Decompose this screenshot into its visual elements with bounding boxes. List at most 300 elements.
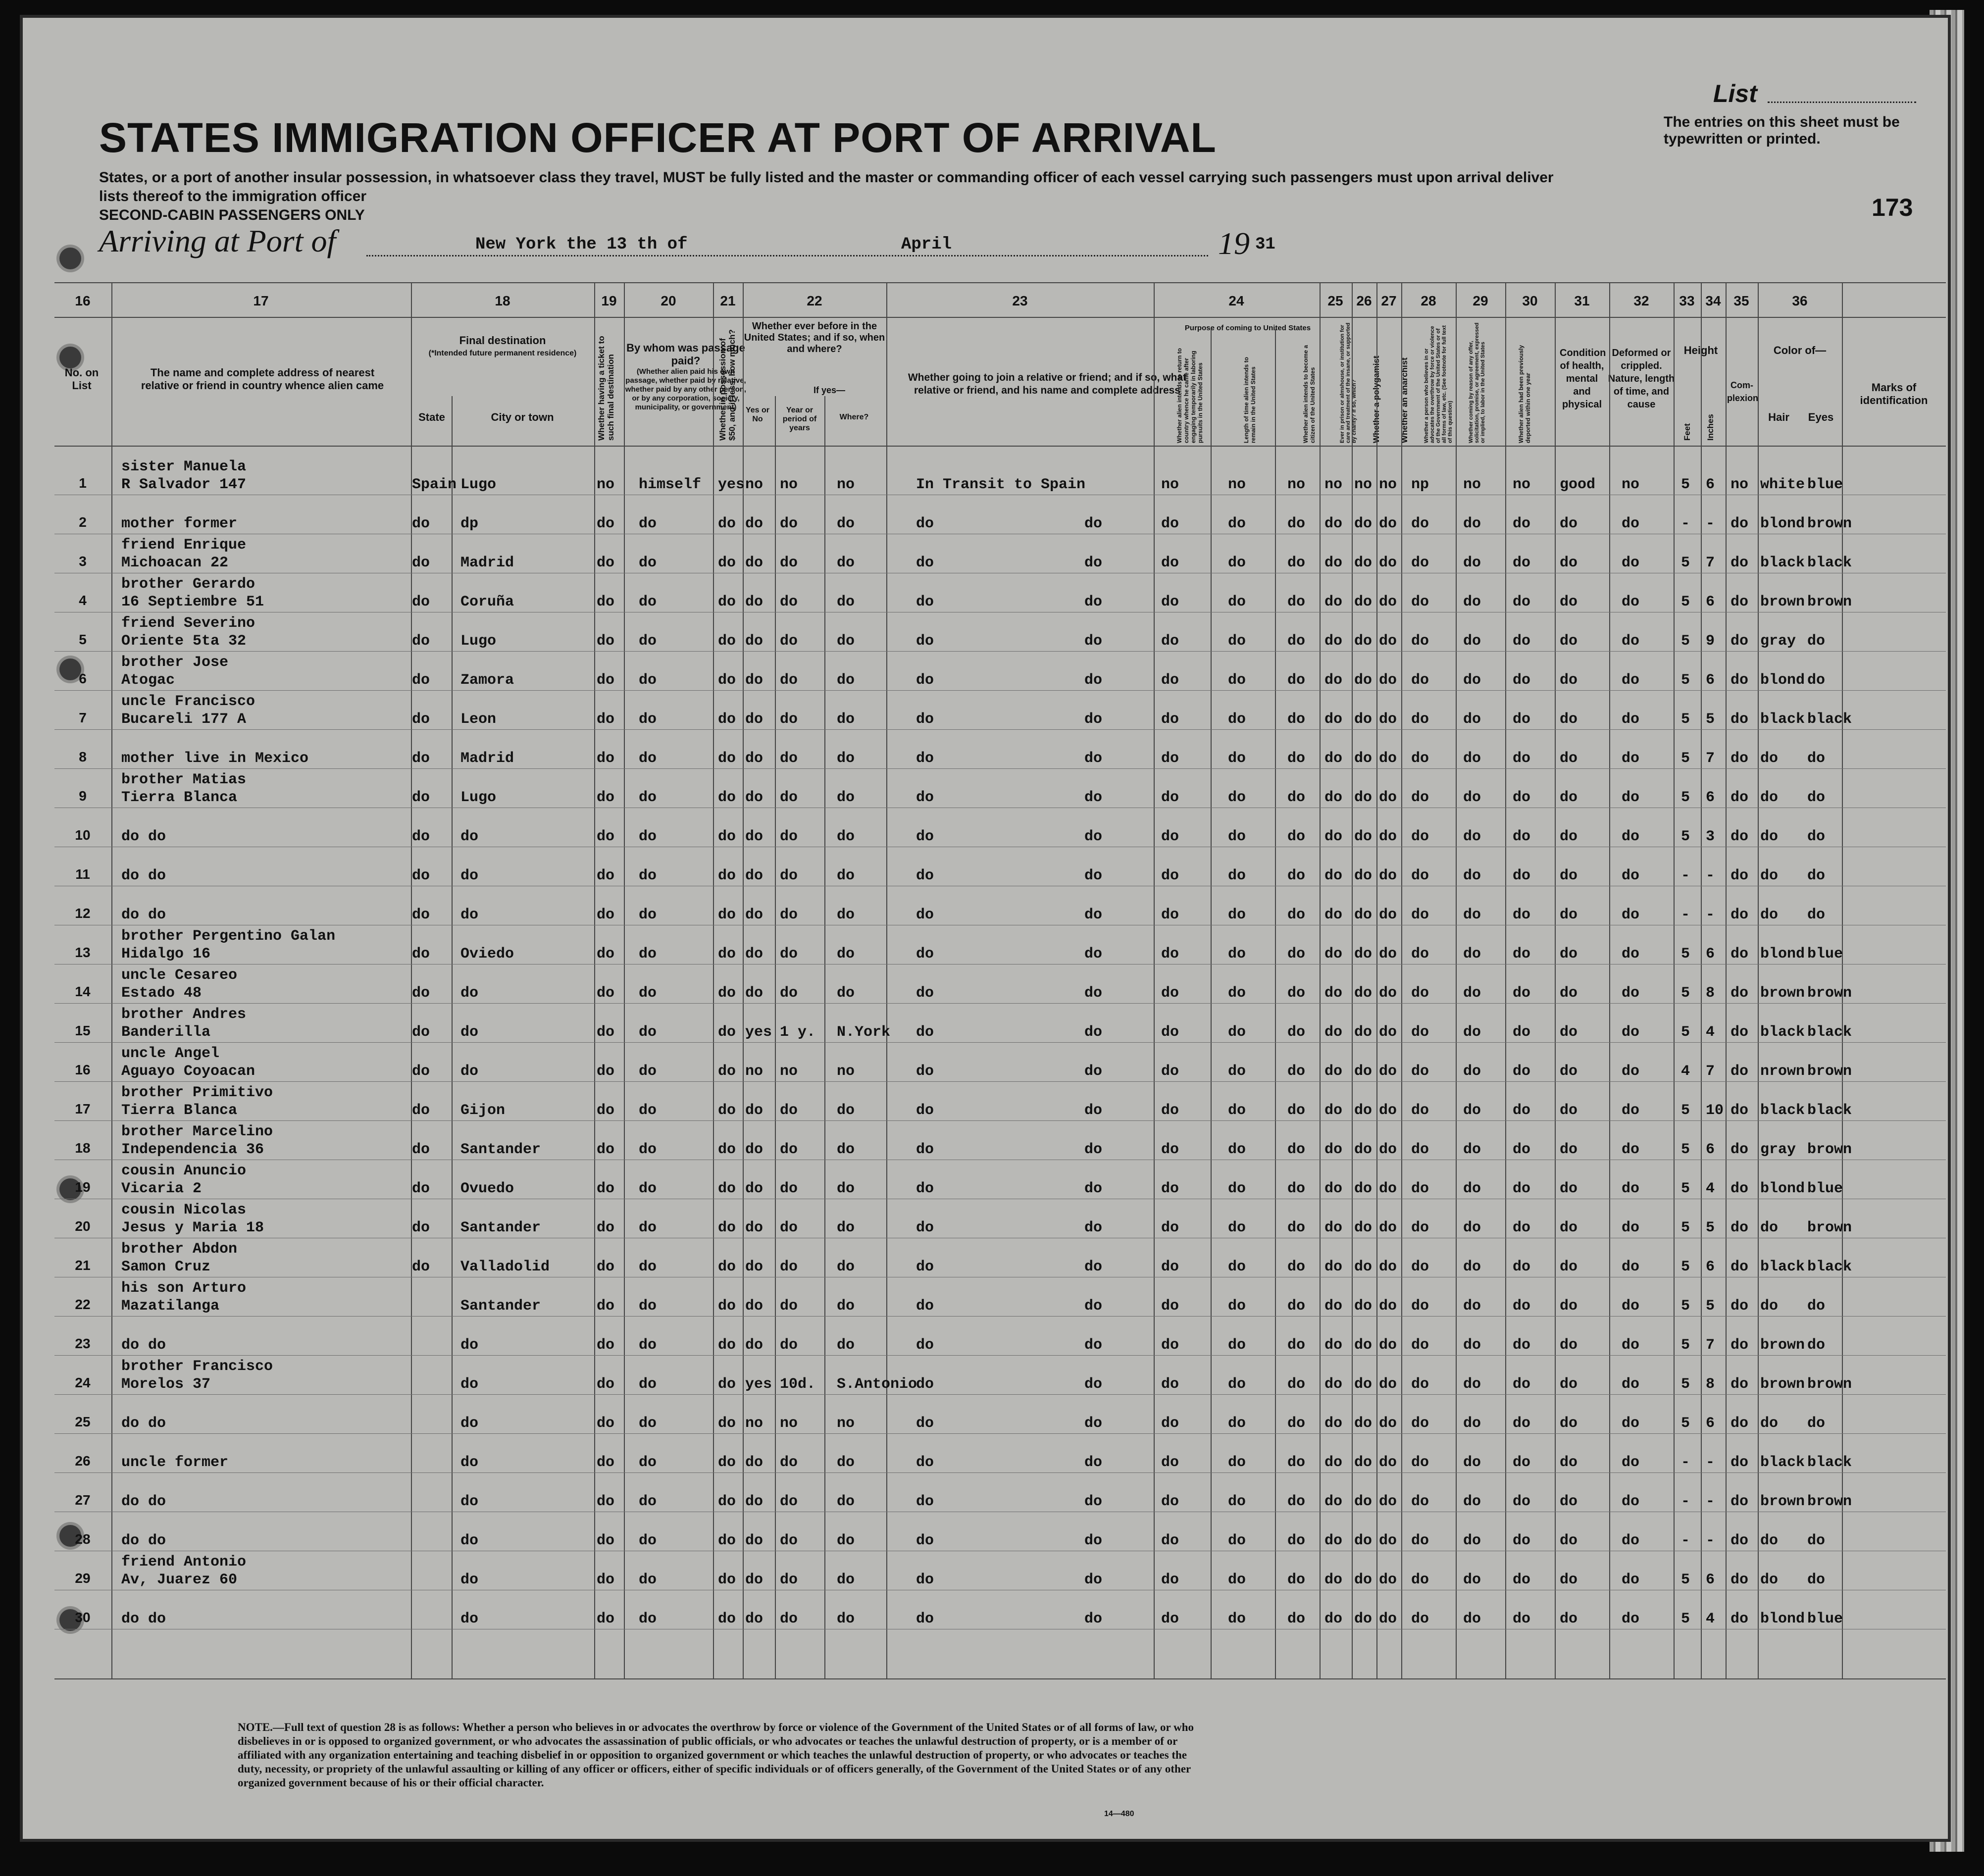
row-divider	[54, 1472, 1946, 1473]
answer-cell-c25: do	[1324, 1376, 1343, 1393]
answer-cell-c28: do	[1411, 750, 1429, 767]
height-feet-cell: 5	[1681, 594, 1690, 610]
answer-cell-c26: do	[1354, 1337, 1373, 1354]
passage-paid-cell: do	[639, 907, 657, 923]
hair-color-cell: black	[1760, 555, 1805, 571]
ever-before-cell: do	[745, 1611, 763, 1627]
complexion-cell: do	[1730, 1572, 1749, 1588]
year-period-cell: no	[780, 1415, 798, 1432]
row-number: 10	[75, 827, 91, 843]
relative-name: brother Francisco	[121, 1358, 273, 1375]
answer-cell-c25: do	[1324, 633, 1343, 650]
destination-city: Lugo	[460, 633, 497, 650]
height-inches-cell: 7	[1706, 1337, 1715, 1354]
relative-name: friend Enrique	[121, 537, 247, 554]
destination-state: do	[412, 946, 430, 963]
where-cell: do	[837, 672, 855, 689]
answer-cell-p1: do	[1161, 1415, 1179, 1432]
where-cell: no	[837, 1063, 855, 1080]
deformed-cell: do	[1622, 515, 1640, 532]
answer-cell-c29: do	[1463, 1532, 1481, 1549]
year-period-cell: do	[780, 1259, 798, 1275]
answer-cell-c28: do	[1411, 1102, 1429, 1119]
deformed-cell: do	[1622, 789, 1640, 806]
answer-cell-p1: do	[1161, 1532, 1179, 1549]
answer-cell-c27: do	[1379, 985, 1397, 1002]
ticket-cell: do	[597, 594, 615, 610]
column-divider	[1154, 282, 1155, 1678]
height-feet-cell: 5	[1681, 633, 1690, 650]
answer-cell-p2: do	[1228, 515, 1246, 532]
destination-city: Santander	[460, 1141, 541, 1158]
answer-cell-c29: do	[1463, 1063, 1481, 1080]
ever-before-cell: do	[745, 594, 763, 610]
row-divider	[54, 729, 1946, 730]
answer-cell-p3: do	[1287, 672, 1306, 689]
punch-hole	[59, 248, 81, 269]
year-period-cell: do	[780, 1611, 798, 1627]
health-cell: do	[1560, 1259, 1578, 1275]
joining-cell: do	[916, 633, 934, 650]
answer-cell-c26: do	[1354, 1532, 1373, 1549]
answer-cell-c28: do	[1411, 1219, 1429, 1236]
complexion-cell: do	[1730, 1141, 1749, 1158]
answer-cell-c30: do	[1513, 1493, 1531, 1510]
answer-cell-c30: do	[1513, 515, 1531, 532]
answer-cell-c30: do	[1513, 633, 1531, 650]
header-color-of: Color of—	[1773, 344, 1827, 356]
complexion-cell: do	[1730, 1415, 1749, 1432]
deformed-cell: no	[1622, 476, 1640, 493]
height-inches-cell: 10	[1706, 1102, 1724, 1119]
ticket-cell: do	[597, 1259, 615, 1275]
ticket-cell: do	[597, 672, 615, 689]
relative-name: friend Severino	[121, 615, 255, 632]
answer-cell-c26: do	[1354, 515, 1373, 532]
complexion-cell: do	[1730, 750, 1749, 767]
height-inches-cell: 5	[1706, 711, 1715, 728]
health-cell: do	[1560, 672, 1578, 689]
answer-cell-p3: do	[1287, 1180, 1306, 1197]
answer-cell-c26: do	[1354, 985, 1373, 1002]
answer-cell-p3: do	[1287, 1337, 1306, 1354]
answer-cell-c30: do	[1513, 867, 1531, 884]
deformed-cell: do	[1622, 828, 1640, 845]
possession-50-cell: do	[718, 1180, 736, 1197]
header-deformed: Deformed or crippled. Nature, length of time, and cause	[1608, 348, 1675, 410]
year-period-cell: do	[780, 555, 798, 571]
answer-cell-c25: do	[1324, 1337, 1343, 1354]
row-number: 25	[75, 1414, 91, 1429]
answer-cell-c25: do	[1324, 750, 1343, 767]
health-cell: do	[1560, 907, 1578, 923]
joining-cell: do	[916, 1415, 934, 1432]
answer-cell-c25: do	[1324, 1493, 1343, 1510]
hair-color-cell: black	[1760, 711, 1805, 728]
answer-cell-c29: do	[1463, 828, 1481, 845]
eye-color-cell: blue	[1807, 1611, 1843, 1627]
year-prefix: 19	[1218, 226, 1250, 261]
answer-cell-p3: do	[1287, 1572, 1306, 1588]
answer-cell-c30: do	[1513, 1219, 1531, 1236]
answer-cell-c27: do	[1379, 1376, 1397, 1393]
hair-color-cell: do	[1760, 1532, 1779, 1549]
arriving-line	[366, 255, 1208, 256]
header-inches: Inches	[1706, 414, 1715, 441]
passage-paid-cell: do	[639, 789, 657, 806]
relative-address: do do	[121, 1493, 166, 1510]
joining-cell: do	[916, 1219, 934, 1236]
hair-color-cell: black	[1760, 1102, 1805, 1119]
header-yes-or-no: Yes or No	[745, 406, 770, 423]
row-divider	[54, 1081, 1946, 1082]
destination-city: do	[460, 1376, 479, 1393]
sub-column-divider	[452, 396, 453, 1678]
joining-cell-2: do	[1084, 1180, 1103, 1197]
entries-note: The entries on this sheet must be typewritten or printed.	[1664, 114, 1900, 147]
answer-cell-p2: do	[1228, 750, 1246, 767]
hair-color-cell: white	[1760, 476, 1805, 493]
joining-cell-2: do	[1084, 1102, 1103, 1119]
complexion-cell: do	[1730, 1024, 1749, 1041]
height-inches-cell: 7	[1706, 1063, 1715, 1080]
where-cell: no	[837, 476, 855, 493]
row-number: 12	[75, 906, 91, 921]
column-number: 30	[1522, 293, 1538, 308]
answer-cell-c25: do	[1324, 1102, 1343, 1119]
relative-name: brother Marcelino	[121, 1123, 273, 1140]
column-number: 29	[1473, 293, 1488, 308]
answer-cell-p2: do	[1228, 1532, 1246, 1549]
answer-cell-c27: do	[1379, 1298, 1397, 1315]
where-cell: do	[837, 1572, 855, 1588]
complexion-cell: do	[1730, 867, 1749, 884]
deformed-cell: do	[1622, 1532, 1640, 1549]
destination-city: Ovuedo	[460, 1180, 514, 1197]
header-state: State	[418, 411, 445, 423]
ever-before-cell: do	[745, 867, 763, 884]
answer-cell-p3: do	[1287, 1063, 1306, 1080]
column-divider	[1609, 282, 1610, 1678]
answer-cell-p2: do	[1228, 555, 1246, 571]
row-number: 2	[79, 514, 87, 530]
column-number: 22	[807, 293, 822, 308]
answer-cell-c27: do	[1379, 1611, 1397, 1627]
answer-cell-p2: do	[1228, 1063, 1246, 1080]
answer-cell-p2: do	[1228, 1102, 1246, 1119]
passage-paid-cell: do	[639, 828, 657, 845]
answer-cell-c28: do	[1411, 672, 1429, 689]
joining-cell-2: do	[1084, 1415, 1103, 1432]
answer-cell-c27: do	[1379, 1259, 1397, 1275]
relative-address: Hidalgo 16	[121, 946, 211, 963]
answer-cell-c25: do	[1324, 946, 1343, 963]
ticket-cell: do	[597, 828, 615, 845]
relative-address: Tierra Blanca	[121, 789, 238, 806]
health-cell: do	[1560, 1572, 1578, 1588]
relative-address: do do	[121, 1337, 166, 1354]
answer-cell-c28: do	[1411, 1141, 1429, 1158]
page-number: 173	[1872, 194, 1913, 221]
answer-cell-c28: do	[1411, 907, 1429, 923]
height-inches-cell: 6	[1706, 672, 1715, 689]
answer-cell-c26: do	[1354, 789, 1373, 806]
row-number: 24	[75, 1375, 91, 1390]
answer-cell-c29: do	[1463, 1611, 1481, 1627]
final-destination-note: (*Intended future permanent residence)	[428, 349, 577, 357]
header-prison: Ever in prison or almshouse, or institution for care and treatment of the insane, or supported by charity? If so, which?	[1339, 322, 1357, 443]
deformed-cell: do	[1622, 1024, 1640, 1041]
height-inches-cell: 6	[1706, 1141, 1715, 1158]
answer-cell-c29: do	[1463, 789, 1481, 806]
passage-paid-cell: do	[639, 1611, 657, 1627]
answer-cell-c29: do	[1463, 672, 1481, 689]
column-divider	[713, 282, 714, 1678]
passage-paid-cell: do	[639, 750, 657, 767]
eye-color-cell: blue	[1807, 1180, 1843, 1197]
height-inches-cell: 4	[1706, 1611, 1715, 1627]
possession-50-cell: do	[718, 1219, 736, 1236]
answer-cell-c30: do	[1513, 594, 1531, 610]
joining-cell: do	[916, 867, 934, 884]
column-divider	[594, 282, 595, 1678]
year-period-cell: do	[780, 789, 798, 806]
answer-cell-p2: do	[1228, 594, 1246, 610]
answer-cell-c25: do	[1324, 515, 1343, 532]
destination-city: dp	[460, 515, 479, 532]
answer-cell-c28: do	[1411, 985, 1429, 1002]
destination-city: Madrid	[460, 555, 514, 571]
relative-name: friend Antonio	[121, 1554, 247, 1571]
destination-city: do	[460, 1611, 479, 1627]
passage-paid-cell: do	[639, 1024, 657, 1041]
health-cell: do	[1560, 1611, 1578, 1627]
passage-paid-label: By whom was passage paid?	[626, 342, 745, 367]
answer-cell-c26: do	[1354, 750, 1373, 767]
year-period-cell: do	[780, 1219, 798, 1236]
complexion-cell: do	[1730, 1493, 1749, 1510]
joining-cell: do	[916, 1376, 934, 1393]
row-divider	[54, 651, 1946, 652]
answer-cell-p3: do	[1287, 1493, 1306, 1510]
answer-cell-c27: do	[1379, 1180, 1397, 1197]
passage-paid-cell: do	[639, 867, 657, 884]
joining-cell-2: do	[1084, 1259, 1103, 1275]
answer-cell-c29: do	[1463, 1298, 1481, 1315]
answer-cell-p3: do	[1287, 1454, 1306, 1471]
passage-paid-cell: do	[639, 1141, 657, 1158]
row-divider	[54, 1355, 1946, 1356]
possession-50-cell: do	[718, 633, 736, 650]
complexion-cell: do	[1730, 1180, 1749, 1197]
relative-address: Morelos 37	[121, 1376, 211, 1393]
answer-cell-c28: do	[1411, 1259, 1429, 1275]
answer-cell-c26: do	[1354, 1493, 1373, 1510]
answer-cell-c30: do	[1513, 750, 1531, 767]
deformed-cell: do	[1622, 867, 1640, 884]
relative-name: uncle Angel	[121, 1045, 220, 1062]
where-cell: do	[837, 789, 855, 806]
answer-cell-p2: do	[1228, 946, 1246, 963]
ever-before-cell: do	[745, 1259, 763, 1275]
answer-cell-c28: do	[1411, 1454, 1429, 1471]
complexion-cell: do	[1730, 985, 1749, 1002]
answer-cell-c28: do	[1411, 1337, 1429, 1354]
joining-cell-2: do	[1084, 750, 1103, 767]
relative-address: mother live in Mexico	[121, 750, 309, 767]
joining-cell: do	[916, 1141, 934, 1158]
answer-cell-c29: do	[1463, 1415, 1481, 1432]
answer-cell-c29: do	[1463, 1259, 1481, 1275]
height-feet-cell: 5	[1681, 711, 1690, 728]
where-cell: do	[837, 1259, 855, 1275]
answer-cell-p1: do	[1161, 1063, 1179, 1080]
answer-cell-c25: do	[1324, 1141, 1343, 1158]
answer-cell-c26: do	[1354, 672, 1373, 689]
answer-cell-c30: do	[1513, 1532, 1531, 1549]
destination-state: do	[412, 1219, 430, 1236]
column-number: 21	[720, 293, 736, 308]
where-cell: do	[837, 594, 855, 610]
ticket-cell: do	[597, 1219, 615, 1236]
relative-address: Mazatilanga	[121, 1298, 220, 1315]
answer-cell-c27: do	[1379, 1063, 1397, 1080]
header-year-period: Year or period of years	[782, 406, 817, 432]
relative-address: Banderilla	[121, 1024, 211, 1041]
answer-cell-p3: do	[1287, 555, 1306, 571]
deformed-cell: do	[1622, 1180, 1640, 1197]
where-cell: do	[837, 633, 855, 650]
hair-color-cell: do	[1760, 1219, 1779, 1236]
ticket-cell: do	[597, 985, 615, 1002]
destination-city: Zamora	[460, 672, 514, 689]
deformed-cell: do	[1622, 555, 1640, 571]
relative-name: uncle Cesareo	[121, 967, 238, 984]
answer-cell-c26: do	[1354, 907, 1373, 923]
ever-before-cell: do	[745, 1493, 763, 1510]
row-number: 5	[79, 632, 87, 647]
relative-address: Michoacan 22	[121, 555, 229, 571]
where-cell: N.York	[837, 1024, 891, 1041]
answer-cell-c26: do	[1354, 1219, 1373, 1236]
destination-state: do	[412, 828, 430, 845]
joining-cell-2: do	[1084, 867, 1103, 884]
hair-color-cell: do	[1760, 907, 1779, 923]
health-cell: do	[1560, 1102, 1578, 1119]
eye-color-cell: blue	[1807, 946, 1843, 963]
column-number: 23	[1012, 293, 1028, 308]
ticket-cell: do	[597, 1376, 615, 1393]
table-top-border	[54, 282, 1946, 283]
ticket-cell: do	[597, 1415, 615, 1432]
joining-cell: do	[916, 1532, 934, 1549]
answer-cell-c26: do	[1354, 633, 1373, 650]
health-cell: do	[1560, 1180, 1578, 1197]
where-cell: do	[837, 1454, 855, 1471]
complexion-cell: do	[1730, 1337, 1749, 1354]
complexion-cell: do	[1730, 1298, 1749, 1315]
height-inches-cell: 5	[1706, 1219, 1715, 1236]
height-inches-cell: 6	[1706, 594, 1715, 610]
possession-50-cell: do	[718, 1493, 736, 1510]
where-cell: do	[837, 907, 855, 923]
hair-color-cell: do	[1760, 1415, 1779, 1432]
relative-address: Bucareli 177 A	[121, 711, 247, 728]
answer-cell-p2: do	[1228, 672, 1246, 689]
complexion-cell: do	[1730, 1611, 1749, 1627]
answer-cell-c25: no	[1324, 476, 1343, 493]
passage-paid-cell: do	[639, 1259, 657, 1275]
answer-cell-c29: do	[1463, 1454, 1481, 1471]
column-number: 20	[661, 293, 676, 308]
answer-cell-p2: do	[1228, 985, 1246, 1002]
hair-color-cell: blond	[1760, 1180, 1805, 1197]
answer-cell-c28: do	[1411, 1024, 1429, 1041]
answer-cell-c30: do	[1513, 1611, 1531, 1627]
relative-address: mother former	[121, 515, 238, 532]
ticket-cell: do	[597, 1337, 615, 1354]
year-period-cell: do	[780, 867, 798, 884]
hair-color-cell: blond	[1760, 672, 1805, 689]
answer-cell-c27: do	[1379, 515, 1397, 532]
hair-color-cell: black	[1760, 1259, 1805, 1275]
possession-50-cell: do	[718, 1337, 736, 1354]
joining-cell: do	[916, 828, 934, 845]
where-cell: do	[837, 515, 855, 532]
where-cell: do	[837, 1219, 855, 1236]
answer-cell-c27: do	[1379, 633, 1397, 650]
answer-cell-c27: do	[1379, 555, 1397, 571]
possession-50-cell: do	[718, 1063, 736, 1080]
answer-cell-p1: do	[1161, 594, 1179, 610]
ever-before-cell: do	[745, 515, 763, 532]
row-number: 7	[79, 710, 87, 725]
height-feet-cell: 5	[1681, 1415, 1690, 1432]
where-cell: do	[837, 1337, 855, 1354]
deformed-cell: do	[1622, 1298, 1640, 1315]
answer-cell-c25: do	[1324, 672, 1343, 689]
answer-cell-c30: do	[1513, 1063, 1531, 1080]
ever-before-cell: do	[745, 1102, 763, 1119]
answer-cell-p3: do	[1287, 594, 1306, 610]
year-period-cell: 1 y.	[780, 1024, 816, 1041]
height-feet-cell: 5	[1681, 1611, 1690, 1627]
height-inches-cell: -	[1706, 515, 1715, 532]
eye-color-cell: brown	[1807, 594, 1852, 610]
possession-50-cell: do	[718, 1572, 736, 1588]
header-height: Height	[1683, 344, 1718, 356]
relative-name: brother Pergentino Galan	[121, 928, 336, 945]
answer-cell-c25: do	[1324, 1415, 1343, 1432]
year-period-cell: do	[780, 1102, 798, 1119]
row-number: 27	[75, 1492, 91, 1508]
answer-cell-p3: do	[1287, 867, 1306, 884]
answer-cell-p2: do	[1228, 867, 1246, 884]
health-cell: do	[1560, 1141, 1578, 1158]
ever-before-cell: no	[745, 476, 763, 493]
hair-color-cell: brown	[1760, 1493, 1805, 1510]
answer-cell-c29: do	[1463, 985, 1481, 1002]
ticket-cell: do	[597, 1454, 615, 1471]
answer-cell-c29: do	[1463, 711, 1481, 728]
answer-cell-c25: do	[1324, 1063, 1343, 1080]
relative-address: Tierra Blanca	[121, 1102, 238, 1119]
ticket-cell: do	[597, 711, 615, 728]
deformed-cell: do	[1622, 1063, 1640, 1080]
height-feet-cell: 5	[1681, 1298, 1690, 1315]
answer-cell-c29: do	[1463, 1337, 1481, 1354]
answer-cell-c30: do	[1513, 789, 1531, 806]
